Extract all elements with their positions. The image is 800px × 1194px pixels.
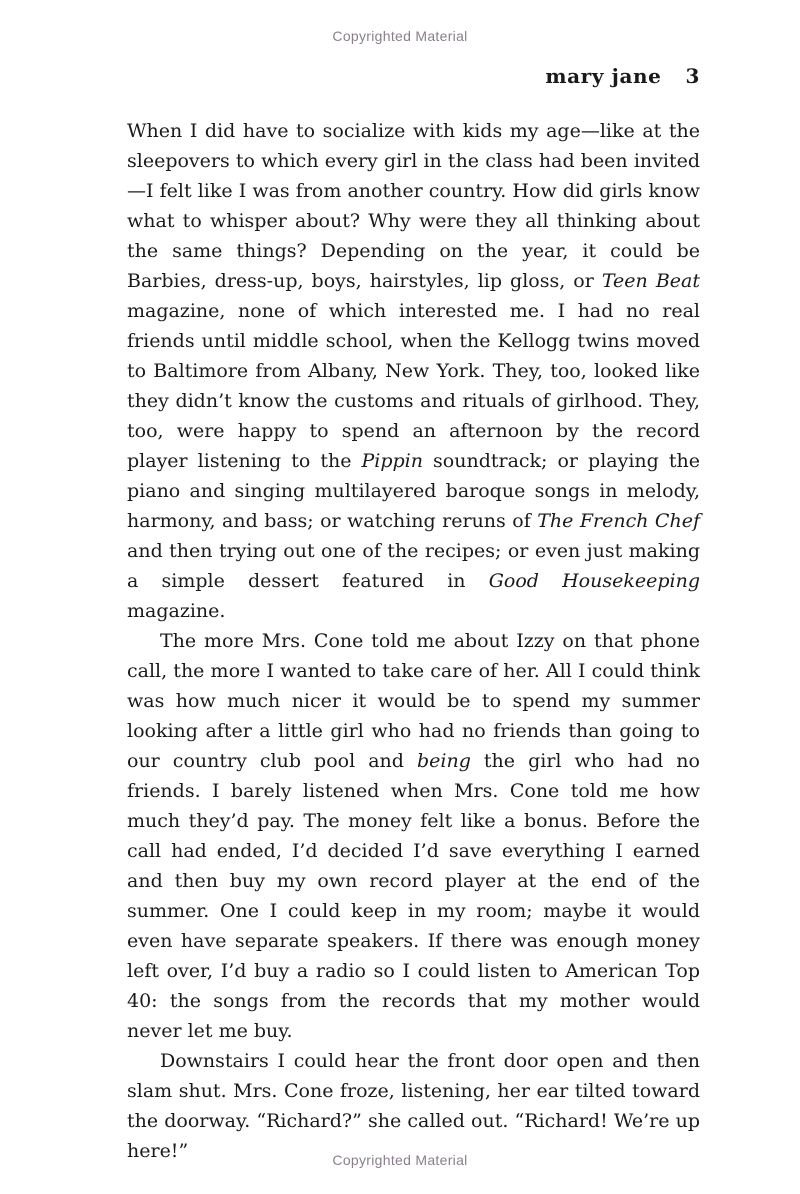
body-text bbox=[127, 116, 700, 1166]
italic-text-segment: Pippin bbox=[361, 450, 423, 472]
page-number: 3 bbox=[685, 64, 700, 88]
italic-text-segment: Teen Beat bbox=[601, 270, 700, 292]
running-head-title: mary jane bbox=[545, 64, 662, 88]
text-segment: Downstairs I could hear the front door open and then slam shut. Mrs. Cone froze, listening, her ear tilted toward the doorway. “Richard?” she called out. “Richard! We’re up here!” bbox=[127, 1050, 700, 1162]
italic-text-segment: being bbox=[416, 750, 471, 772]
text-segment: and then trying out one of the recipes; or even just making a simple dessert featured in bbox=[127, 540, 700, 592]
text-segment: magazine, none of which interested me. I had no real friends until middle school, when the Kellogg twins moved to Baltimore from Albany, New York. They, too, looked like they didn’t know the customs and rituals of girlhood. They, too, were happy to spend an afternoon by the record player listening to the bbox=[127, 300, 700, 472]
paragraph bbox=[127, 1046, 700, 1166]
italic-text-segment: The French Chef bbox=[537, 510, 700, 532]
running-head bbox=[127, 64, 700, 88]
text-segment: When I did have to socialize with kids my age—like at the sleepovers to which every girl in the class had been invited—I felt like I was from another country. How did girls know what to whisper about? Why were they all thinking about the same things? Depending on the year, it could be Barbies, dress-up, boys, hairstyles, lip gloss, or bbox=[127, 120, 700, 292]
copyright-notice-top: Copyrighted Material bbox=[332, 28, 468, 44]
paragraph bbox=[127, 116, 700, 626]
text-segment: soundtrack; or playing the piano and singing multilayered baroque songs in melody, harmony, and bass; or watching reruns of bbox=[127, 450, 700, 532]
copyright-notice-bottom: Copyrighted Material bbox=[332, 1152, 468, 1168]
text-segment: the girl who had no friends. I barely listened when Mrs. Cone told me how much they’d pay. The money felt like a bonus. Before the call had ended, I’d decided I’d save everything I earned and then buy my own record player at the end of the summer. One I could keep in my room; maybe it would even have separate speakers. If there was enough money left over, I’d buy a radio so I could listen to American Top 40: the songs from the records that my mother would never let me buy. bbox=[127, 750, 700, 1042]
text-segment: The more Mrs. Cone told me about Izzy on that phone call, the more I wanted to take care of her. All I could think was how much nicer it would be to spend my summer looking after a little girl who had no friends than going to our country club pool and bbox=[127, 630, 700, 772]
text-segment: magazine. bbox=[127, 600, 226, 622]
italic-text-segment: Good Housekeeping bbox=[488, 570, 700, 592]
paragraph bbox=[127, 626, 700, 1046]
